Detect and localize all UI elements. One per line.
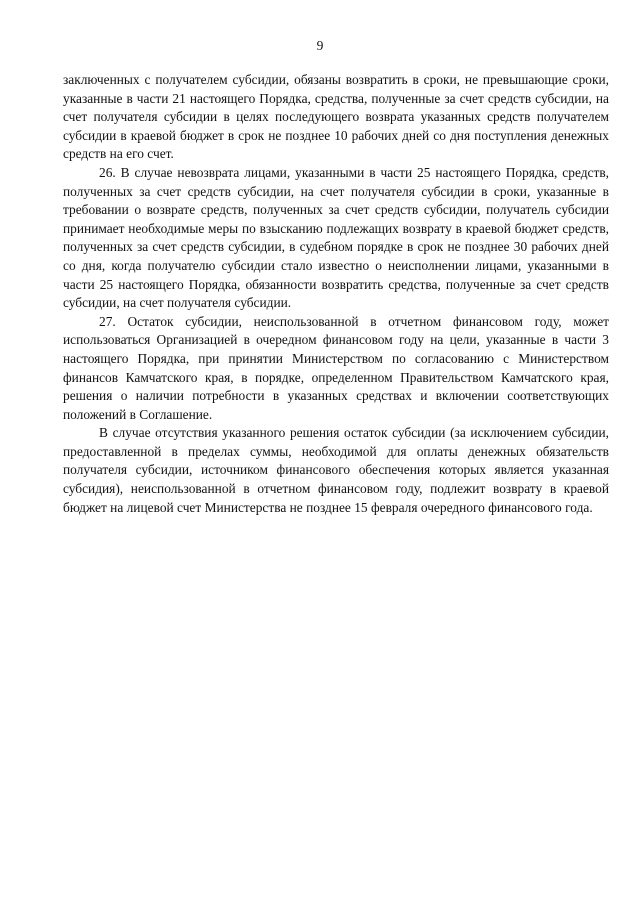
paragraph-26: 26. В случае невозврата лицами, указанными в части 25 настоящего Порядка, средств, полученных за счет средств субсидии, на счет получателя субсидии в сроки, указанные в требовании о возврате средств, полученных за счет средств субсидии, получатель субсидии принимает необходимые меры по взысканию подлежащих возврату в краевой бюджет средств, полученных за счет средств субсидии, в судебном порядке в срок не позднее 30 рабочих дней со дня, когда получателю субсидии стало известно о неисполнении лицами, указанными в части 25 настоящего Порядка, обязанности возвратить средства, полученные за счет средств субсидии, на счет получателя субсидии. [63,164,609,311]
paragraph-continuation: заключенных с получателем субсидии, обязаны возвратить в сроки, не превышающие сроки, указанные в части 21 настоящего Порядка, средства, полученные за счет средств субсидии, на счет получателя субсидии в целях последующего возврата указанных средств получателем субсидии в краевой бюджет в срок не позднее 10 рабочих дней со дня поступления денежных средств на его счет. [63,72,609,162]
paragraph-27: 27. Остаток субсидии, неиспользованной в отчетном финансовом году, может использоваться Организацией в очередном финансовом году на цели, указанные в части 3 настоящего Порядка, при принятии Министерством по согласованию с Министерством финансов Камчатского края, в порядке, определенном Правительством Камчатского края, решения о наличии потребности в указанных средствах и включении соответствующих положений в Соглашение. [63,313,609,422]
document-body [63,71,609,517]
page-number: 9 [316,38,324,53]
paragraph-27-continuation: В случае отсутствия указанного решения остаток субсидии (за исключением субсидии, предоставленной в пределах суммы, необходимой для оплаты денежных обязательств получателя субсидии, источником финансового обеспечения которых является указанная субсидия), неиспользованной в отчетном финансовом году, подлежит возврату в краевой бюджет на лицевой счет Министерства не позднее 15 февраля очередного финансового года. [63,425,609,515]
